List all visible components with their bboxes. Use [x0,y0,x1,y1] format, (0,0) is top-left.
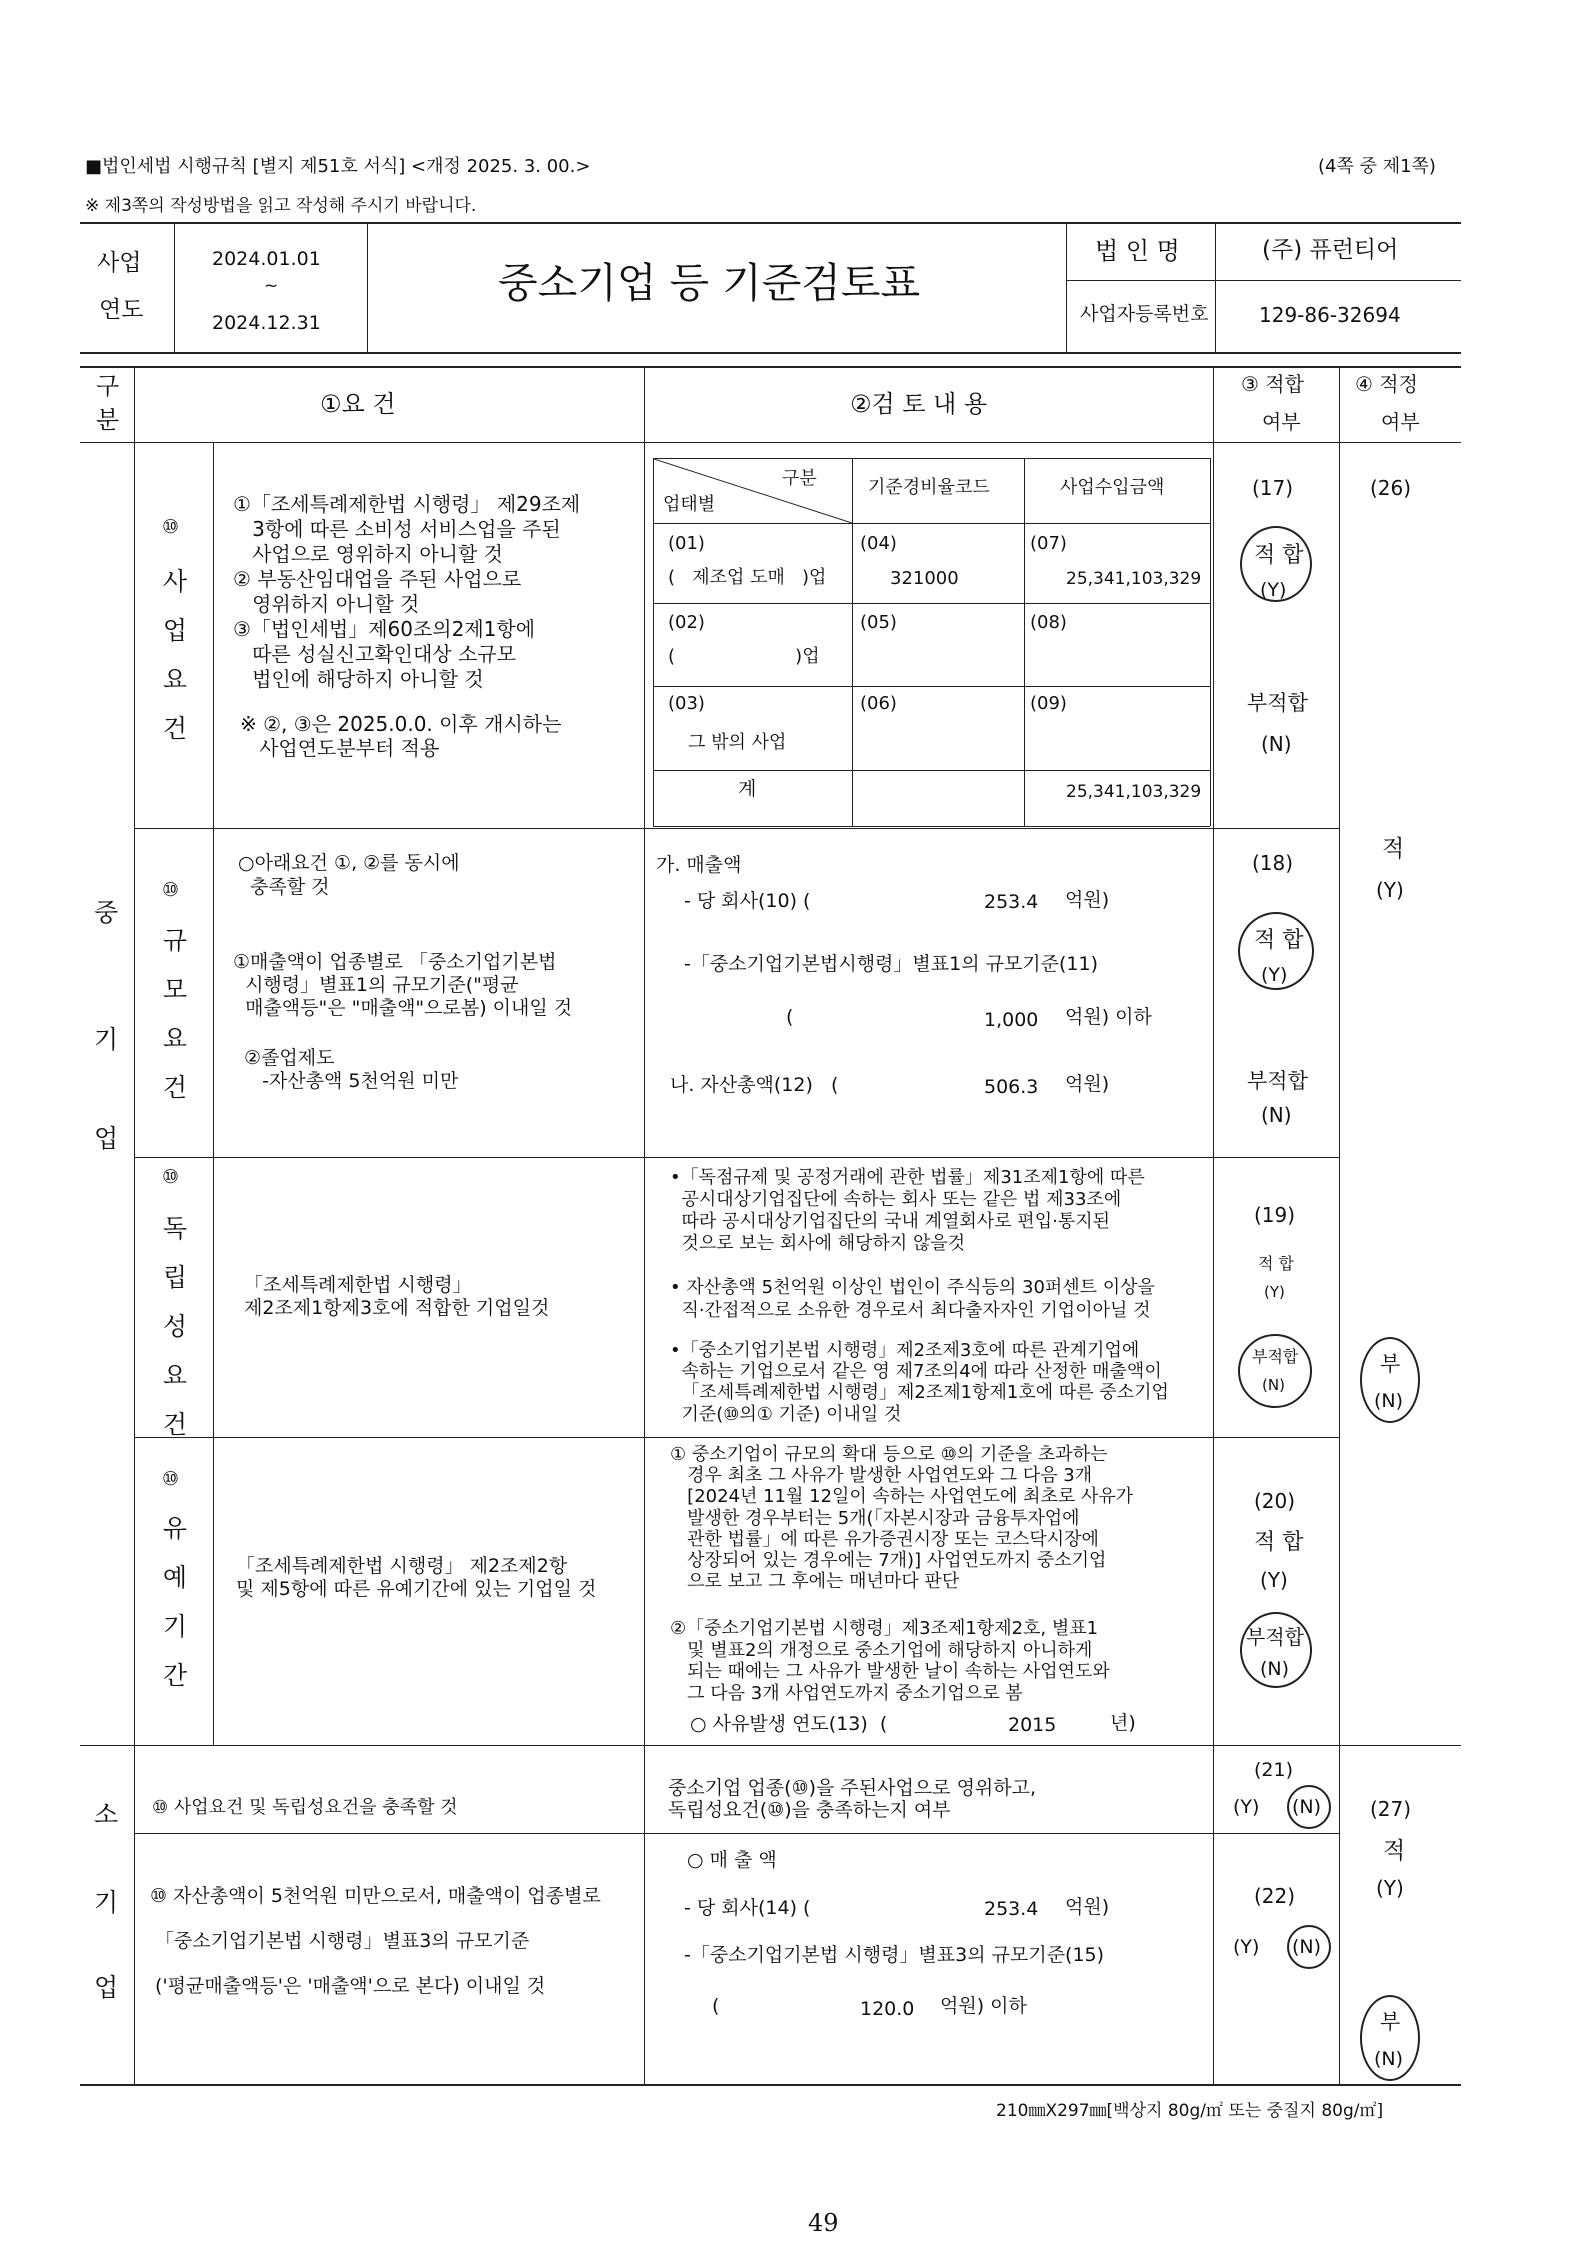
paper-spec: 210㎜X297㎜[백상지 80g/㎡ 또는 중질지 80g/㎡] [996,2101,1384,2121]
grid-total-label: 계 [738,778,757,800]
grid-r3-code-no: (06) [860,693,897,714]
row105-proper: 적 [1383,1838,1406,1864]
page-number: 49 [808,2209,839,2237]
row102-unfit-n: (N) [1261,1103,1292,1127]
row106-requirement-2: 「중소기업기본법 시행령」별표3의 규모기준 [155,1930,530,1952]
form-title: 중소기업 등 기준검토표 [498,259,921,307]
row105-proper-y: (Y) [1376,1876,1404,1900]
section-small-1: 소 [94,1800,119,1829]
row106-review-a2-value: 120.0 [860,1998,915,2020]
header-requirement: ①요 건 [320,390,396,418]
row105-proper-number: (27) [1370,1797,1412,1821]
row102-unfit: 부적합 [1247,1069,1308,1093]
row103-fit: 적 합 [1258,1254,1294,1273]
grid-r3-rev-no: (09) [1030,693,1067,714]
row103-unfit: 부적합 [1252,1347,1299,1366]
period-start: 2024.01.01 [212,248,321,270]
row104-requirement: 「조세특례제한법 시행령」 제2조제2항 및 제5항에 따른 유예기간에 있는 기업일 것 [236,1555,597,1600]
section-sme-3: 업 [94,1124,119,1153]
header-proper-1: ④ 적정 [1355,372,1418,396]
row104-review-1: ① 중소기업이 규모의 확대 등으로 ⑩의 기준을 초과하는 경우 최초 그 사유가 발생한 사업연도와 그 다음 3개 [2024년 11월 12일이 속하는 사업연도에 최초로 사유가 발생한 경우부터는 5개(「자본시장과 금융투자업에 관한 법률」에 따른 유가증권시장 또는 코스닥시장에 상장되어 있는 경우에는 7개)] 사업연도까지 중소기업 으로 보고 그 후에는 매년마다 판단 [670,1444,1134,1593]
biz-no-value: 129-86-32694 [1259,303,1401,327]
row106-proper-n: (N) [1374,2048,1404,2070]
row106-fit-number: (22) [1254,1884,1296,1908]
grid-r2-code-no: (05) [860,612,897,633]
row106-review-a2-unit: 억원) 이하 [940,1995,1027,2017]
row103-fit-number: (19) [1254,1203,1296,1227]
row101-fit: 적 합 [1254,543,1304,568]
row101-requirement: ①「조세특례제한법 시행령」 제29조제 3항에 따른 소비성 서비스업을 주된 사업으로 영위하지 아니할 것 ② 부동산임대업을 주된 사업으로 영위하지 아니할 것 ③「법인세법」제60조의2제1항에 따른 성실신고확인대상 소규모 법인에 해당하지 아니할 것 [233,492,581,691]
grid-r2-rev-no: (08) [1030,612,1067,633]
row106-proper: 부 [1380,2010,1401,2034]
grid-r1-rev: 25,341,103,329 [1066,569,1202,589]
row106-review-a2: -「중소기업기본법 시행령」별표3의 규모기준(15) [684,1944,1105,1966]
grid-head-gubun: 구분 [782,468,817,489]
business-year-label-2: 연도 [99,297,144,323]
row106-review-a1: - 당 회사(14) ( [684,1897,811,1919]
row103-number: ⑩ [162,1166,180,1188]
row106-requirement-1: ⑩ 자산총액이 5천억원 미만으로서, 매출액이 업종별로 [150,1885,601,1907]
row101-proper-number: (26) [1370,476,1412,500]
period-end: 2024.12.31 [212,312,321,334]
row102-number: ⑩ [162,879,180,901]
header-gubun-1: 구 [96,372,120,400]
row101-unfit: 부적합 [1247,691,1308,715]
row104-review-3-unit: 년) [1110,1712,1136,1734]
grid-total-revenue: 25,341,103,329 [1066,782,1202,802]
period-separator: ~ [264,276,279,296]
row102-req-2: ②졸업제도 -자산총액 5천억원 미만 [244,1047,459,1092]
corp-name-value: (주) 퓨런티어 [1262,237,1399,263]
row105-fit-y: (Y) [1233,1796,1260,1818]
row102-fit: 적 합 [1254,928,1304,953]
row104-unfit-n: (N) [1260,1658,1290,1680]
row104-number: ⑩ [162,1468,180,1490]
row101-number: ⑩ [162,516,180,538]
row106-fit-y: (Y) [1233,1936,1260,1958]
row102-proper-y: (Y) [1376,878,1404,902]
row103-review-1: •「독점규제 및 공정거래에 관한 법률」제31조제1항에 따른 공시대상기업집단에 속하는 회사 또는 같은 법 제33조에 따라 공시대상기업집단의 국내 계열회사로 편입·통지된 것으로 보는 회사에 해당하지 않을것 [670,1167,1145,1254]
row102-review-a2: -「중소기업기본법시행령」별표1의 규모기준(11) [684,953,1099,975]
row101-unfit-n: (N) [1261,732,1292,756]
header-gubun-2: 분 [96,406,120,434]
row103-unfit-n: (N) [1262,1376,1285,1394]
row105-requirement: ⑩ 사업요건 및 독립성요건을 충족할 것 [152,1797,458,1818]
row105-review: 중소기업 업종(⑩)을 주된사업으로 영위하고, 독립성요건(⑩)을 충족하는지 여부 [668,1777,1037,1821]
row104-review-3: ○ 사유발생 연도(13) ( [690,1713,888,1735]
row102-review-a2-open: ( [786,1006,794,1028]
row102-review-b: 나. 자산총액(12) ( [670,1074,839,1096]
row104-label: 유 예 기 간 [162,1514,188,1690]
section-small-3: 업 [94,1973,119,2002]
row104-fit-number: (20) [1254,1489,1296,1513]
row101-fit-number: (17) [1252,476,1294,500]
row101-label: 사 업 요 건 [162,567,188,743]
row101-note: ※ ②, ③은 2025.0.0. 이후 개시하는 사업연도분부터 적용 [240,712,562,760]
row102-req-1: ①매출액이 업종별로 「중소기업기본법 시행령」별표1의 규모기준("평균 매출액등"은 "매출액"으로봄) 이내일 것 [233,951,573,1019]
header-fit-2: 여부 [1262,410,1301,434]
row102-review-b-value: 506.3 [984,1076,1039,1098]
page-of-count: (4쪽 중 제1쪽) [1318,156,1436,177]
business-year-label: 사업 [97,250,142,276]
row103-review-2: • 자산총액 5천억원 이상인 법인이 주식등의 30퍼센트 이상을 직·간접적으로 소유한 경우로서 최다출자자인 기업이아닐 것 [670,1277,1155,1322]
header-review: ②검 토 내 용 [850,390,988,418]
row102-label: 규 모 요 건 [162,926,188,1102]
section-sme-2: 기 [94,1025,119,1054]
grid-r1-rev-no: (07) [1030,533,1067,554]
row104-review-2: ②「중소기업기본법 시행령」제3조제1항제2호, 별표1 및 별표2의 개정으로 중소기업에 해당하지 아니하게 되는 때에는 그 사유가 발생한 날이 속하는 사업연도와 그 다음 3개 사업연도까지 중소기업으로 봄 [670,1618,1110,1704]
grid-r1-no: (01) [668,533,705,554]
grid-r1-code: 321000 [890,568,959,589]
row102-review-a2-value: 1,000 [984,1009,1039,1031]
row106-review-a1-unit: 억원) [1065,1896,1110,1918]
grid-r3-no: (03) [668,693,705,714]
row102-req-intro: ○아래요건 ①, ②를 동시에 충족할 것 [238,852,460,898]
row103-label: 독 립 성 요 건 [162,1214,188,1439]
row102-review-a: 가. 매출액 [656,854,742,876]
row103-proper-n: (N) [1374,1390,1404,1412]
form-reference: ■법인세법 시행규칙 [별지 제51호 서식] <개정 2025. 3. 00.> [85,156,591,177]
instruction-note: ※ 제3쪽의 작성방법을 읽고 작성해 주시기 바랍니다. [85,196,477,216]
row106-review-a2-open: ( [712,1995,720,2017]
grid-head-code: 기준경비율코드 [868,477,990,498]
row105-fit-number: (21) [1254,1759,1294,1781]
row104-fit-y: (Y) [1260,1568,1288,1592]
grid-head-industry: 업태별 [663,494,716,515]
grid-r1-name: ( 제조업 도매 )업 [668,567,827,588]
header-proper-2: 여부 [1381,410,1420,434]
grid-head-revenue: 사업수입금액 [1060,477,1165,498]
row104-review-3-value: 2015 [1008,1714,1057,1736]
section-small-2: 기 [94,1888,119,1917]
corp-name-label: 법 인 명 [1095,237,1180,265]
biz-no-label: 사업자등록번호 [1080,303,1209,325]
row102-review-a1: - 당 회사(10) ( [684,890,811,912]
row103-requirement: 「조세특례제한법 시행령」 제2조제1항제3호에 적합한 기업일것 [244,1274,550,1320]
row102-review-a1-value: 253.4 [984,891,1039,913]
row104-unfit: 부적합 [1246,1625,1304,1649]
row102-review-a2-unit: 억원) 이하 [1065,1006,1152,1028]
row103-unfit-circle [1238,1334,1312,1408]
row103-proper: 부 [1380,1352,1401,1376]
grid-r3-name: 그 밖의 사업 [688,732,787,753]
row102-review-a1-unit: 억원) [1065,889,1110,911]
row105-fit-n: (N) [1292,1796,1322,1818]
row102-proper: 적 [1382,836,1405,862]
grid-r1-code-no: (04) [860,533,897,554]
row102-fit-y: (Y) [1261,964,1288,986]
row106-requirement-3: ('평균매출액등'은 '매출액'으로 본다) 이내일 것 [155,1975,546,1997]
row101-fit-y: (Y) [1260,579,1287,601]
row102-review-b-unit: 억원) [1065,1073,1110,1095]
grid-r2-name: ( )업 [668,646,820,667]
row106-fit-n: (N) [1292,1936,1322,1958]
grid-r2-no: (02) [668,612,705,633]
row102-fit-number: (18) [1252,851,1294,875]
row106-review-a1-value: 253.4 [984,1898,1039,1920]
section-sme-1: 중 [94,898,119,927]
row106-review-a: ○ 매 출 액 [687,1849,777,1871]
row103-fit-y: (Y) [1264,1283,1285,1301]
header-fit-1: ③ 적합 [1241,372,1304,396]
row104-fit: 적 합 [1254,1530,1304,1555]
row103-review-3: •「중소기업기본법 시행령」제2조제3호에 따른 관계기업에 속하는 기업으로서 같은 영 제7조의4에 따라 산정한 매출액이 「조세특례제한법 시행령」제2조제1항제1호에 따른 중소기업 기준(⑩의① 기준) 이내일 것 [670,1340,1169,1425]
